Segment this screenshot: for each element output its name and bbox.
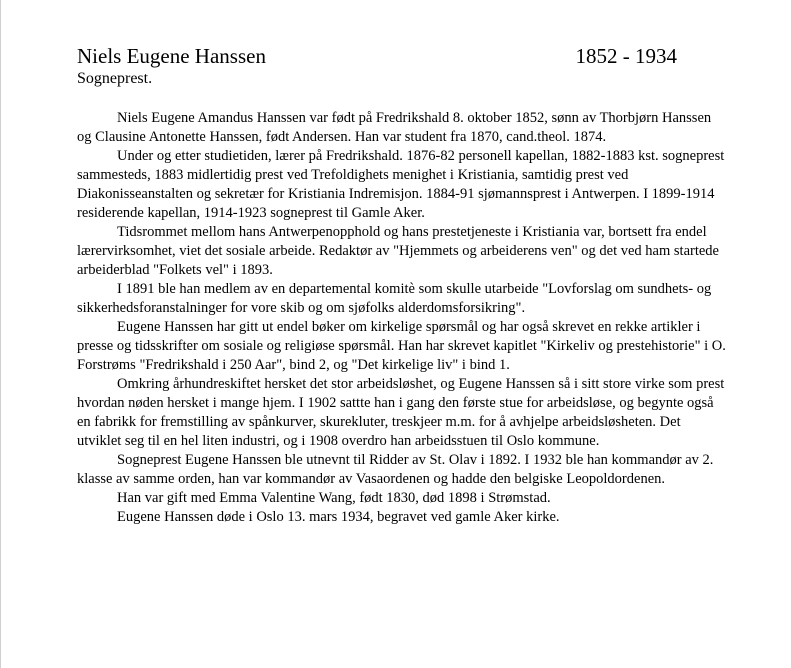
paragraph: Eugene Hanssen døde i Oslo 13. mars 1934, begravet ved gamle Aker kirke. bbox=[117, 509, 560, 525]
paragraph: Tidsrommet mellom hans Antwerpenopphold og hans prestetjeneste i Kristiania var, bortsett fra endel lærervirksomhet, viet det sosiale arbeide. Redaktør av "Hjemmets og arbeiderens ven" og det ved ham startede arbeiderblad "Folkets vel" i 1893. bbox=[77, 224, 719, 278]
biography-text bbox=[77, 109, 727, 527]
person-role: Sogneprest. bbox=[77, 70, 153, 87]
paragraph: I 1891 ble han medlem av en departemental komitè som skulle utarbeide "Lovforslag om sundhets- og sikkerhedsforanstalninger for vore skib og om sjøfolks alderdomsforsikring". bbox=[77, 281, 712, 316]
title-row bbox=[77, 42, 687, 70]
paragraph: Omkring århundreskiftet hersket det stor arbeidsløshet, og Eugene Hanssen så i sitt store virke som prest hvordan nøden hersket i mange hjem. I 1902 sattte han i gang den første stue for arbeidsløse, og begynte også en fabrikk for fremstilling av spånkurver, skurekluter, treskjeer m.m. for å avhjelpe arbeidsløsheten. Det utviklet seg til en hel liten industri, og i 1908 overdro han arbeidsstuen til Oslo kommune. bbox=[77, 376, 725, 449]
paragraph: Sogneprest Eugene Hanssen ble utnevnt til Ridder av St. Olav i 1892. I 1932 ble han kommandør av 2. klasse av samme orden, han var kommandør av Vasaordenen og hadde den belgiske Leopoldordenen. bbox=[77, 452, 714, 487]
person-name: Niels Eugene Hanssen bbox=[77, 44, 266, 68]
paragraph: Eugene Hanssen har gitt ut endel bøker om kirkelige spørsmål og har også skrevet en rekke artikler i presse og tidsskrifter om sosiale og religiøse spørsmål. Han har skrevet kapitlet "Kirkeliv og prestehistorie" i O. Forstrøms "Fredrikshald i 250 Aar", bind 2, og "Det kirkelige liv" i bind 1. bbox=[77, 319, 726, 373]
paragraph: Han var gift med Emma Valentine Wang, født 1830, død 1898 i Strømstad. bbox=[117, 490, 551, 506]
paragraph: Under og etter studietiden, lærer på Fredrikshald. 1876-82 personell kapellan, 1882-1883 kst. sogneprest sammesteds, 1883 midlertidig prest ved Trefoldighets menighet i Kristiania, samtidig prest ved Diakonisseanstalten og sekretær for Kristiania Indremisjon. 1884-91 sjømannsprest i Antwerpen. I 1899-1914 residerende kapellan, 1914-1923 sogneprest til Gamle Aker. bbox=[77, 148, 725, 221]
life-years: 1852 - 1934 bbox=[575, 44, 677, 68]
paragraph: Niels Eugene Amandus Hanssen var født på Fredrikshald 8. oktober 1852, sønn av Thorbjørn Hanssen og Clausine Antonette Hanssen, født Andersen. Han var student fra 1870, cand.theol. 1874. bbox=[77, 110, 712, 145]
document-header bbox=[77, 42, 687, 89]
